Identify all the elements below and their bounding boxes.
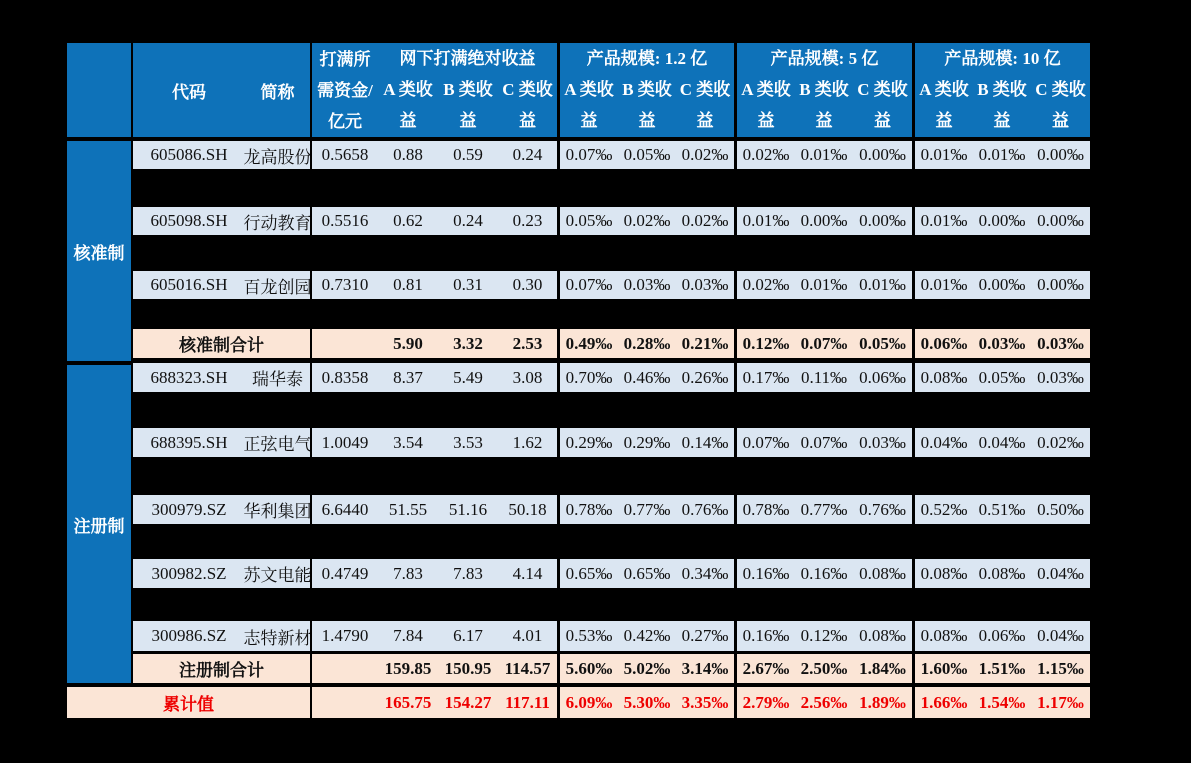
cell-scale-return: 2.50‰ (800, 658, 848, 678)
sidebar-section-approval (67, 141, 133, 361)
row-label: 核准制合计 (179, 336, 264, 355)
cell-abs-return: 0.24 (512, 145, 543, 164)
cell-abs-return: 150.95 (444, 658, 492, 678)
ipo-returns-table (67, 43, 1090, 718)
cell-scale-return: 0.04‰ (978, 432, 1026, 452)
cell-scale-return: 1.66‰ (912, 687, 973, 718)
cell-scale-return: 0.02‰ (681, 145, 729, 164)
table-row (133, 559, 1090, 588)
header-class-c: C 类收 益 (679, 80, 731, 130)
cell-scale-return: 0.00‰ (1037, 211, 1084, 230)
cell-abs-return: 4.01 (512, 626, 543, 645)
cell-abs-return: 1.62 (512, 432, 543, 452)
cell-scale-return: 0.01‰ (800, 275, 848, 294)
header-code-label: 代码 (172, 82, 206, 102)
cell-name: 正弦电气 (243, 435, 312, 454)
cell-fund: 1.0049 (310, 428, 378, 457)
cell-scale-return: 0.04‰ (912, 428, 973, 457)
cell-fund: 0.5516 (310, 207, 378, 235)
cell-scale-return: 0.42‰ (623, 626, 671, 645)
header-class-b: B 类收 益 (443, 80, 493, 130)
cell-code: 688395.SH (150, 432, 228, 452)
cell-abs-return: 50.18 (508, 499, 547, 519)
cell-scale-return: 1.15‰ (1037, 658, 1084, 678)
header-scale-title: 产品规模: 1.2 亿 (586, 49, 708, 68)
cell-scale-return: 0.08‰ (859, 626, 906, 645)
cell-scale-return: 0.77‰ (623, 499, 671, 519)
cell-scale-return: 0.12‰ (734, 329, 795, 358)
cell-scale-return: 0.08‰ (912, 363, 973, 392)
cell-scale-return: 6.09‰ (557, 687, 618, 718)
cell-scale-return: 0.03‰ (859, 432, 906, 452)
cell-scale-return: 0.65‰ (623, 563, 671, 583)
sidebar-section-registration (67, 365, 133, 683)
cell-scale-return: 0.70‰ (557, 363, 618, 392)
cell-scale-return: 0.02‰ (734, 141, 795, 169)
cell-scale-return: 0.01‰ (800, 145, 848, 164)
table-row (133, 495, 1090, 524)
cell-scale-return: 0.03‰ (1037, 333, 1084, 353)
cell-code: 605086.SH (150, 145, 228, 164)
header-fund-line3: 亿元 (328, 111, 362, 131)
cell-abs-return: 2.53 (512, 333, 543, 353)
cell-scale-return: 0.76‰ (859, 499, 906, 519)
cell-scale-return: 0.14‰ (681, 432, 729, 452)
cell-abs-return: 165.75 (384, 692, 432, 712)
cell-scale-return: 1.84‰ (859, 658, 906, 678)
header-name-label: 简称 (260, 82, 295, 102)
cell-scale-return: 0.01‰ (912, 141, 973, 169)
table-row (133, 428, 1090, 457)
cell-scale-return: 0.03‰ (623, 275, 671, 294)
cell-name: 行动教育 (243, 213, 312, 233)
cell-abs-return: 0.62 (393, 211, 423, 230)
cell-fund: 6.6440 (310, 495, 378, 524)
cell-abs-return: 114.57 (504, 658, 551, 678)
cell-code: 300986.SZ (151, 626, 227, 645)
cell-name: 瑞华泰 (252, 370, 303, 389)
cell-fund (310, 654, 378, 683)
cell-scale-return: 0.07‰ (557, 271, 618, 299)
cell-scale-return: 0.11‰ (800, 367, 848, 387)
cell-abs-return: 4.14 (512, 563, 543, 583)
cell-scale-return: 0.16‰ (734, 559, 795, 588)
cell-scale-return: 0.05‰ (978, 367, 1026, 387)
cell-scale-return: 0.02‰ (734, 271, 795, 299)
cell-abs-return: 0.88 (393, 145, 423, 164)
cell-scale-return: 0.16‰ (734, 621, 795, 651)
cell-scale-return: 1.89‰ (859, 692, 906, 712)
cell-scale-return: 1.54‰ (978, 692, 1026, 712)
table-row (133, 207, 1090, 235)
header-class-a: A 类收 益 (919, 80, 969, 130)
header-code-name-cell (133, 43, 310, 137)
cell-abs-return: 3.32 (453, 333, 483, 353)
cell-fund: 0.7310 (310, 271, 378, 299)
header-class-a: A 类收 益 (564, 80, 614, 130)
header-fund-line2: 需资金/ (317, 80, 373, 100)
cell-abs-return: 0.23 (512, 211, 543, 230)
header-class-c: C 类收 益 (1035, 80, 1086, 130)
cell-name: 百龙创园 (243, 277, 312, 297)
sidebar-label: 注册制 (73, 516, 125, 536)
cell-scale-return: 0.03‰ (1037, 367, 1084, 387)
header-class-a: A 类收 益 (741, 80, 791, 130)
cell-fund: 0.4749 (310, 559, 378, 588)
table-header (67, 43, 1090, 137)
cell-scale-return: 0.07‰ (800, 432, 848, 452)
cell-scale-return: 3.35‰ (681, 692, 729, 712)
header-corner-cell (67, 43, 133, 137)
header-offline-abs-title: 网下打满绝对收益 (399, 49, 536, 68)
cell-scale-return: 0.49‰ (557, 329, 618, 358)
cell-scale-return: 0.00‰ (1037, 275, 1084, 294)
cell-scale-return: 0.16‰ (800, 563, 848, 583)
row-label: 注册制合计 (179, 661, 264, 680)
row-label: 累计值 (163, 695, 214, 714)
cell-scale-return: 0.53‰ (557, 621, 618, 651)
cell-abs-return: 7.83 (393, 563, 423, 583)
cell-scale-return: 0.06‰ (978, 626, 1026, 645)
cell-name: 华利集团 (243, 502, 312, 521)
cell-code: 300982.SZ (151, 563, 227, 583)
cell-abs-return: 0.24 (453, 211, 483, 230)
cell-scale-return: 0.08‰ (912, 621, 973, 651)
cell-name: 志特新材 (243, 628, 312, 648)
cell-code: 605016.SH (150, 275, 228, 294)
table-row (133, 363, 1090, 392)
cell-scale-return: 0.01‰ (912, 207, 973, 235)
cell-abs-return: 0.30 (512, 275, 543, 294)
cell-scale-return: 0.00‰ (1037, 145, 1084, 164)
cell-scale-return: 0.77‰ (800, 499, 848, 519)
cell-scale-return: 0.03‰ (681, 275, 729, 294)
cell-scale-return: 0.02‰ (681, 211, 729, 230)
cell-abs-return: 117.11 (505, 692, 550, 712)
cell-code: 688323.SH (150, 367, 228, 387)
summary-row (133, 654, 1090, 683)
cell-scale-return: 0.03‰ (978, 333, 1026, 353)
cell-scale-return: 5.60‰ (557, 654, 618, 683)
header-scale-title: 产品规模: 10 亿 (944, 49, 1061, 68)
cell-scale-return: 0.76‰ (681, 499, 729, 519)
cell-fund (310, 687, 378, 718)
cell-abs-return: 0.81 (393, 275, 423, 294)
cell-scale-return: 3.14‰ (681, 658, 729, 678)
cell-scale-return: 0.02‰ (1037, 432, 1084, 452)
header-class-c: C 类收 益 (857, 80, 908, 130)
header-group-scale-10 (912, 43, 1090, 137)
cell-abs-return: 7.84 (393, 626, 423, 645)
cell-scale-return: 0.04‰ (1037, 626, 1084, 645)
cell-scale-return: 0.27‰ (681, 626, 729, 645)
cell-scale-return: 0.21‰ (681, 333, 729, 353)
cell-abs-return: 3.54 (393, 432, 423, 452)
cell-abs-return: 8.37 (393, 367, 423, 387)
cell-scale-return: 0.05‰ (859, 333, 906, 353)
cell-scale-return: 0.01‰ (734, 207, 795, 235)
header-group-scale-1.2 (557, 43, 734, 137)
cell-scale-return: 0.34‰ (681, 563, 729, 583)
cell-abs-return: 5.90 (393, 333, 423, 353)
cell-scale-return: 0.00‰ (978, 211, 1026, 230)
cell-abs-return: 51.16 (448, 499, 488, 519)
cell-scale-return: 0.00‰ (859, 211, 906, 230)
cell-scale-return: 0.00‰ (800, 211, 848, 230)
cell-scale-return: 2.56‰ (800, 692, 848, 712)
cell-scale-return: 2.67‰ (734, 654, 795, 683)
cell-scale-return: 0.00‰ (978, 275, 1026, 294)
cell-scale-return: 0.29‰ (623, 432, 671, 452)
summary-row (133, 329, 1090, 358)
cell-scale-return: 0.65‰ (557, 559, 618, 588)
cell-scale-return: 0.46‰ (623, 367, 671, 387)
cell-code: 300979.SZ (151, 499, 227, 519)
cell-scale-return: 1.60‰ (912, 654, 973, 683)
cell-scale-return: 0.12‰ (800, 626, 848, 645)
header-class-c: C 类收 益 (502, 80, 553, 130)
cell-scale-return: 0.52‰ (912, 495, 973, 524)
cell-scale-return: 1.51‰ (978, 658, 1026, 678)
cell-fund: 0.8358 (310, 363, 378, 392)
cell-scale-return: 0.51‰ (978, 499, 1026, 519)
cell-abs-return: 3.08 (512, 367, 543, 387)
cell-code: 605098.SH (150, 211, 228, 230)
cell-scale-return: 0.02‰ (623, 211, 671, 230)
header-class-a: A 类收 益 (383, 80, 433, 130)
cell-fund: 1.4790 (310, 621, 378, 651)
header-class-b: B 类收 益 (977, 80, 1027, 130)
sidebar-label: 核准制 (73, 243, 125, 263)
cell-scale-return: 0.06‰ (912, 329, 973, 358)
cell-scale-return: 0.26‰ (681, 367, 729, 387)
cell-scale-return: 0.08‰ (978, 563, 1026, 583)
cell-name: 龙高股份 (243, 147, 312, 167)
cell-scale-return: 0.01‰ (859, 275, 906, 294)
cell-scale-return: 0.50‰ (1037, 499, 1084, 519)
table-row (133, 271, 1090, 299)
cell-name: 苏文电能 (243, 566, 312, 585)
header-group-offline-abs (378, 43, 557, 137)
cell-fund (310, 329, 378, 358)
cell-abs-return: 6.17 (453, 626, 483, 645)
cell-abs-return: 7.83 (453, 563, 483, 583)
cell-abs-return: 0.59 (453, 145, 483, 164)
table-row (133, 621, 1090, 651)
cell-scale-return: 2.79‰ (734, 687, 795, 718)
header-group-scale-5 (734, 43, 912, 137)
cell-abs-return: 3.53 (453, 432, 483, 452)
cell-scale-return: 5.30‰ (623, 692, 671, 712)
cell-abs-return: 154.27 (444, 692, 492, 712)
cell-fund: 0.5658 (310, 141, 378, 169)
cell-scale-return: 0.08‰ (859, 563, 906, 583)
cell-scale-return: 5.02‰ (623, 658, 671, 678)
cell-abs-return: 0.31 (453, 275, 483, 294)
cell-scale-return: 0.07‰ (557, 141, 618, 169)
cell-scale-return: 0.08‰ (912, 559, 973, 588)
table-row (133, 141, 1090, 169)
cell-scale-return: 0.05‰ (557, 207, 618, 235)
header-class-b: B 类收 益 (622, 80, 672, 130)
header-fund-line1: 打满所 (319, 49, 371, 69)
cell-scale-return: 0.07‰ (800, 333, 848, 353)
cell-scale-return: 0.29‰ (557, 428, 618, 457)
total-row (67, 687, 1090, 718)
cell-scale-return: 0.01‰ (978, 145, 1026, 164)
cell-scale-return: 1.17‰ (1037, 692, 1084, 712)
header-scale-title: 产品规模: 5 亿 (770, 49, 879, 68)
cell-scale-return: 0.78‰ (734, 495, 795, 524)
cell-abs-return: 159.85 (384, 658, 432, 678)
header-class-b: B 类收 益 (799, 80, 849, 130)
cell-scale-return: 0.04‰ (1037, 563, 1084, 583)
cell-scale-return: 0.00‰ (859, 145, 906, 164)
cell-scale-return: 0.01‰ (912, 271, 973, 299)
cell-scale-return: 0.05‰ (623, 145, 671, 164)
cell-scale-return: 0.06‰ (859, 367, 906, 387)
cell-abs-return: 5.49 (453, 367, 483, 387)
cell-scale-return: 0.78‰ (557, 495, 618, 524)
cell-scale-return: 0.17‰ (734, 363, 795, 392)
cell-abs-return: 51.55 (388, 499, 428, 519)
header-fund-cell (310, 43, 378, 137)
cell-scale-return: 0.28‰ (623, 333, 671, 353)
cell-scale-return: 0.07‰ (734, 428, 795, 457)
